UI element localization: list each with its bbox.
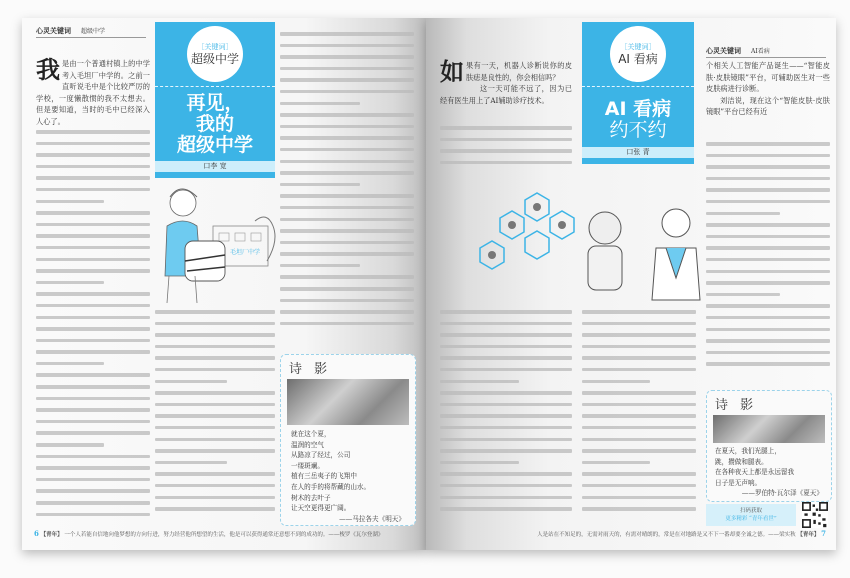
text-line [280,218,414,222]
poem-line: 一缕斑斓。 [291,461,324,470]
poem-photo [287,379,409,425]
text-line [36,269,150,273]
text-line [36,153,150,157]
text-line [582,414,696,418]
text-line [36,223,150,227]
article-text-col3 [706,60,830,118]
text-line [36,455,150,459]
page-footer [34,530,414,539]
text-line [280,32,414,36]
qr-code[interactable] [802,502,828,528]
text-line [440,368,572,372]
text-line [36,420,150,424]
header-sub: AI看病 [751,48,770,55]
poem-line: 植有三岳夷子的飞翔中 [291,472,357,481]
school-sign: 毛坦厂中学 [230,249,261,256]
ai-doctor-illustration [440,178,702,303]
text-line [706,177,830,181]
text-line [440,461,519,465]
footer-quote: 人是站在不知足的，无需对雨天的，有需对晴朗的，常是在对地路是又不下一番却要全诚之德。——梁实秋 [537,532,796,538]
page-footer [446,530,826,539]
text-line [440,403,572,407]
text-line [582,403,696,407]
page-number: 6 [34,529,39,538]
text-line [582,426,696,430]
text-line [440,391,572,395]
text-line [280,67,414,71]
article-text: 是由一个普通村镇上的中学考入毛坦厂中学的。之前一直听说毛中是个比较严厉的学校，一度懒散惯的我不太想去。但是要知道，当时的毛中已经深入人心了。 [36,59,150,126]
header-title: 心灵关键词 [36,26,71,35]
text-line [36,443,104,447]
text-line [582,322,696,326]
text-line [706,293,780,297]
text-line [280,275,414,279]
text-line [36,373,150,377]
text-line [440,496,572,500]
text-line [280,78,414,82]
text-line [36,258,150,262]
poem-text [291,429,405,524]
text-line [706,246,830,250]
text-line [706,188,830,192]
magazine-name: 【青年】 [40,532,63,538]
text-line [155,333,275,337]
text-line [280,264,360,268]
magazine-name: 【青年】 [797,532,820,538]
poem-line: 就在这个夏， [291,430,331,438]
text-line [582,438,696,442]
text-line [582,496,696,500]
text-line [440,507,572,511]
text-line [440,472,572,476]
text-line [280,241,414,245]
poem-line: 在人的手的将帮藏的山水。 [291,482,371,491]
text-line [440,484,572,488]
article-title-line: 约不约 [609,119,667,141]
article-text: 果有一天，机器人诊断说你的皮肤痣是良性的，你会相信吗？ [466,61,572,82]
text-line [706,304,830,308]
text-line [440,380,519,384]
text-line [582,356,696,360]
keyword-tag: ［关键词］ [620,42,656,51]
student-illustration [155,181,280,306]
text-line [36,489,150,493]
text-line [155,310,275,314]
body-text-lines [706,142,830,374]
text-line [582,472,696,476]
text-line [706,281,830,285]
text-line [36,350,150,354]
text-line [280,136,414,140]
text-line [280,160,414,164]
text-line [280,183,360,187]
poem-heading: 诗 影 [715,398,758,413]
text-line [706,235,830,239]
article-title-line: 超级中学 [176,134,253,156]
qr-text: 更多精彩 “青年看世” [725,516,777,522]
text-line [36,431,150,435]
text-line [36,188,150,192]
text-line [155,472,275,476]
article-title-line: 我的 [195,113,234,135]
author: 口李 宽 [155,161,275,172]
page-header [36,26,146,38]
text-line [582,461,650,465]
page-header [706,46,826,58]
poem-line: 日子是无声响。 [715,478,762,487]
text-line [36,200,104,204]
text-line [706,223,830,227]
text-line [440,438,572,442]
text-line [706,154,830,158]
text-line [706,339,830,343]
text-line [36,339,150,343]
keyword-tag: ［关键词］ [197,42,233,51]
source-note [280,340,414,346]
footer-quote: 一个人若能自信地向他梦想的方向行进，努力经营他所想望的生活，他是可以获得通常还意想不到的成功的。——梭罗《瓦尔登湖》 [64,532,384,538]
body-text-lines [582,310,696,519]
poem-line: 在夏天，我们光腿上， [715,447,781,455]
poem-text [715,446,823,499]
text-line [706,316,830,320]
text-line [155,496,275,500]
poem-box [706,390,832,502]
text-line [36,385,150,389]
text-line [36,234,150,238]
text-line [155,438,275,442]
text-line [706,270,830,274]
text-line [155,380,227,384]
text-line [36,362,104,366]
text-line [280,287,414,291]
poem-photo [713,415,825,443]
text-line [36,501,150,505]
text-line [440,426,572,430]
text-line [440,161,572,165]
text-line [706,351,830,355]
text-line [582,310,696,314]
poem-heading: 诗 影 [289,362,332,377]
article-opening [36,55,150,128]
text-line [440,345,572,349]
text-line [36,466,150,470]
body-text-lines [440,310,572,519]
text-line [155,356,275,360]
text-line [440,322,572,326]
qr-label: 扫码获取 [739,508,762,514]
text-line [155,403,275,407]
text-line [440,138,572,142]
text-line [280,55,414,59]
body-text-lines [36,130,150,524]
text-line [706,165,830,169]
text-line [280,171,414,175]
text-line [36,327,150,331]
text-line [706,258,830,262]
text-line [280,310,414,314]
article-title-line: AI 看病 [604,98,672,120]
text-line [280,194,414,198]
article-text: 这一天可能不远了，因为已经有医生用上了AI辅助诊疗技术。 [440,84,572,105]
text-line [280,113,414,117]
text-line [36,281,104,285]
text-line [155,322,275,326]
drop-cap: 我 [36,55,60,84]
text-line [440,356,572,360]
text-line [280,206,414,210]
text-line [36,176,150,180]
keyword: 超级中学 [190,51,239,66]
text-line [36,478,150,482]
text-line [582,507,696,511]
text-line [36,142,150,146]
text-line [280,299,414,303]
header-title: 心灵关键词 [706,46,741,55]
poem-line: 跳，攒做和腿表。 [715,457,768,466]
text-line [36,130,150,134]
text-line [36,246,150,250]
text-line [706,142,830,146]
text-line [582,391,696,395]
drop-cap: 如 [440,57,464,86]
poem-line: 树木的去叶子 [291,493,331,502]
text-line [155,345,275,349]
text-line [280,90,414,94]
text-line [582,368,696,372]
text-line [155,484,275,488]
text-line [36,165,150,169]
body-text-lines [280,32,414,333]
header-sub: 超级中学 [81,28,106,35]
text-line [582,484,696,488]
text-line [440,126,572,130]
text-line [440,310,572,314]
poem-line: 从路凉了经过，公司 [291,451,351,460]
text-line [582,380,650,384]
poem-line: 让天空更得更广阔。 [291,504,351,513]
left-page [22,18,426,550]
keyword-circle [610,26,666,82]
article-opening [440,57,572,106]
text-line [582,333,696,337]
keyword-box [155,22,275,178]
text-line [706,362,830,366]
page-number: 7 [821,529,826,538]
text-line [36,304,150,308]
article-text: 个相关人工智能产品诞生——“智能皮肤·皮肤镜眼”平台，可辅助医生对一些皮肤病进行诊断。 [706,61,830,94]
text-line [155,426,275,430]
text-line [706,328,830,332]
text-line [280,125,414,129]
text-line [280,229,414,233]
text-line [440,449,572,453]
keyword: AI 看病 [618,51,658,66]
text-line [36,211,150,215]
right-page [426,18,836,550]
text-line [706,212,780,216]
text-line [36,408,150,412]
text-line [706,200,830,204]
text-line [155,414,275,418]
text-line [36,316,150,320]
text-line [36,292,150,296]
text-line [155,391,275,395]
keyword-circle [187,26,243,82]
poem-box [280,354,416,526]
poem-attribution: ——罗伯特·瓦尔泽《夏天》 [741,489,823,498]
text-line [155,461,227,465]
article-title-line: 再见， [186,92,244,114]
body-text-lines [155,310,275,519]
text-line [155,507,275,511]
text-line [36,397,150,401]
text-line [280,322,414,326]
text-line [440,149,572,153]
text-line [582,345,696,349]
text-line [155,449,275,453]
text-line [280,102,360,106]
qr-promo [706,504,796,526]
poem-attribution: ——马拉各夫《明天》 [339,514,405,523]
article-text: 刘洁说，现在这个“智能皮肤·皮肤镜眼”平台已经有近 [706,95,830,117]
poem-line: 在各种夜天上都是永远留我 [715,468,795,477]
text-line [280,252,414,256]
body-text-lines [440,126,572,172]
text-line [440,333,572,337]
text-line [440,414,572,418]
text-line [155,368,275,372]
text-line [582,449,696,453]
text-line [280,148,414,152]
keyword-box [582,22,694,164]
text-line [280,44,414,48]
author: 口张 青 [582,147,694,158]
poem-line: 温润的空气 [291,440,324,449]
text-line [36,513,150,517]
